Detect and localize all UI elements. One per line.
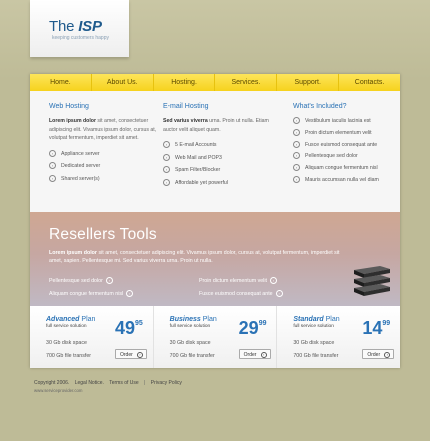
web-hosting-item-label: Dedicated server: [61, 162, 101, 169]
footer-terms-link[interactable]: Terms of Use: [109, 380, 139, 386]
nav-item-contacts[interactable]: Contacts.: [354, 79, 385, 86]
web-hosting-item[interactable]: [49, 175, 159, 182]
logo-title: [49, 18, 102, 35]
resellers-link[interactable]: [199, 277, 277, 284]
resellers-link-label: Aliquam congue fermentum nisl: [49, 290, 124, 297]
included-item-label: Proin dictum elementum velit: [305, 129, 372, 136]
nav-item-services[interactable]: Services.: [215, 74, 277, 91]
server-unit: [354, 266, 390, 278]
order-button[interactable]: [362, 349, 394, 359]
plan-file-transfer: 700 Gb file transfer: [293, 353, 339, 359]
included-item-label: Aliquam congue fermentum nisl: [305, 165, 378, 172]
email-hosting-item-label: Web Mail and POP3: [175, 154, 222, 161]
web-hosting-item[interactable]: [49, 162, 159, 169]
arrow-circle-icon: ›: [276, 290, 283, 297]
web-hosting-item-label: Appliance server: [61, 150, 100, 157]
plan-name: [170, 316, 217, 323]
footer-separator: |: [144, 380, 146, 386]
included-item[interactable]: [293, 152, 398, 159]
order-button-label: Order: [243, 352, 257, 358]
whats-included-title[interactable]: What's Included?: [293, 103, 347, 110]
email-hosting-item[interactable]: [163, 141, 273, 148]
web-hosting-body: sit amet, consectetuer adipiscing elit. Vivamus ipsum dolor, cursus at, volutpat fermentum, imperdiet sit amet.: [49, 118, 157, 141]
plan-card-advanced: [30, 306, 154, 368]
plan-subtitle: full service solution: [46, 324, 87, 329]
nav-item-support[interactable]: Support.: [277, 74, 339, 91]
arrow-circle-icon: ›: [261, 352, 267, 358]
footer-links: [34, 380, 186, 386]
web-hosting-lead: Lorem ipsum dolor: [49, 118, 96, 124]
nav-item-home[interactable]: Home.: [30, 74, 92, 91]
plan-disk-space: 30 Gb disk space: [293, 340, 335, 346]
email-hosting-title[interactable]: E-mail Hosting: [163, 103, 209, 110]
included-item[interactable]: [293, 141, 398, 148]
server-rack-icon: [350, 264, 392, 300]
email-hosting-column: [163, 103, 273, 191]
arrow-circle-icon: ›: [270, 277, 277, 284]
web-hosting-title[interactable]: Web Hosting: [49, 103, 89, 110]
resellers-text: [49, 249, 349, 266]
included-item[interactable]: [293, 164, 398, 171]
arrow-circle-icon: ›: [49, 150, 56, 157]
arrow-circle-icon: ›: [293, 164, 300, 171]
logo-tagline: keeping customers happy: [52, 35, 109, 41]
arrow-circle-icon: ›: [293, 117, 300, 124]
nav-item-hosting[interactable]: Hosting.: [154, 74, 216, 91]
arrow-circle-icon: ›: [384, 352, 390, 358]
resellers-link[interactable]: [199, 290, 283, 297]
email-hosting-text: [163, 117, 273, 134]
plan-subtitle: full service solution: [169, 324, 211, 329]
plan-price: [362, 313, 390, 339]
plan-name: [293, 316, 339, 323]
nav-item-about-us[interactable]: About Us.: [92, 74, 154, 91]
plan-disk-space: 30 Gb disk space: [46, 340, 87, 346]
included-item-label: Pellentesque sed dolor: [305, 153, 358, 160]
email-hosting-item-label: 5 E-mail Accounts: [175, 141, 217, 148]
plan-price-cents: 99: [258, 320, 267, 327]
plan-file-transfer: 700 Gb file transfer: [46, 353, 92, 359]
arrow-circle-icon: ›: [163, 141, 170, 148]
plan-name-rest: Plan: [323, 316, 340, 323]
footer-url: www.serviceprovider.com: [34, 388, 83, 393]
plan-subtitle: full service solution: [293, 324, 334, 329]
logo-title-plain: The: [49, 18, 79, 35]
main-frame: [30, 74, 400, 368]
included-item[interactable]: [293, 129, 398, 136]
email-hosting-item[interactable]: [163, 154, 273, 161]
plan-price-main: 29: [238, 318, 259, 338]
pricing-section: [30, 306, 400, 368]
footer-copyright: Copyright 2006.: [34, 380, 70, 386]
resellers-link-label: Proin dictum elementum velit: [199, 277, 268, 284]
plan-name-rest: Plan: [200, 316, 217, 323]
email-hosting-lead: Sed varius viverra: [163, 118, 208, 124]
footer-legal-link[interactable]: Legal Notice.: [74, 380, 104, 386]
web-hosting-column: [49, 103, 159, 187]
plan-card-business: [154, 306, 278, 368]
footer-privacy-link[interactable]: Privacy Policy: [150, 380, 182, 386]
arrow-circle-icon: ›: [293, 176, 300, 183]
arrow-circle-icon: ›: [106, 277, 113, 284]
order-button[interactable]: [115, 349, 147, 359]
plan-price: [115, 313, 143, 339]
arrow-circle-icon: ›: [293, 141, 300, 148]
plan-price-cents: 95: [135, 320, 143, 327]
email-hosting-item[interactable]: [163, 166, 273, 173]
plan-name-rest: Plan: [79, 316, 96, 323]
included-item[interactable]: [293, 176, 398, 183]
order-button-label: Order: [120, 352, 133, 358]
whats-included-column: [293, 103, 398, 188]
email-hosting-item[interactable]: [163, 179, 273, 186]
plan-disk-space: 30 Gb disk space: [169, 340, 211, 346]
resellers-link-label: Fusce euismod consequat ante: [199, 290, 273, 297]
content-section: [30, 91, 400, 212]
plan-price-cents: 99: [382, 320, 391, 327]
included-item-label: Fusce euismod consequat ante: [305, 141, 378, 148]
plan-card-standard: [277, 306, 400, 368]
arrow-circle-icon: ›: [126, 290, 133, 297]
resellers-body: sit amet, consectetuer adipiscing elit. Vivamus ipsum dolor, cursus at, volutpat fermentum, imperdiet sit amet, sapien. Pellentesque mi. Sed varius viverra urna. Proin ut nulla.: [49, 250, 340, 265]
arrow-circle-icon: ›: [293, 152, 300, 159]
plan-price-main: 49: [115, 318, 136, 338]
resellers-link[interactable]: [49, 290, 133, 297]
plan-name-bold: Standard: [293, 316, 324, 323]
arrow-circle-icon: ›: [293, 129, 300, 136]
footer: [34, 380, 186, 393]
order-button[interactable]: [239, 349, 271, 359]
web-hosting-item-label: Shared server(s): [61, 175, 100, 182]
email-hosting-item-label: Affordable yet powerful: [175, 179, 228, 186]
resellers-link-label: Pellentesque sed dolor: [49, 277, 103, 284]
plan-price: [239, 313, 267, 339]
web-hosting-text: [49, 117, 159, 143]
arrow-circle-icon: ›: [137, 352, 143, 358]
logo[interactable]: [30, 0, 129, 57]
main-nav: [30, 74, 400, 91]
order-button-label: Order: [367, 352, 381, 358]
logo-title-bold: ISP: [78, 18, 102, 35]
resellers-link[interactable]: [49, 277, 113, 284]
included-item-label: Mauris accumsan nulla vel diam: [305, 176, 379, 183]
resellers-banner: [30, 212, 400, 306]
plan-file-transfer: 700 Gb file transfer: [169, 353, 215, 359]
email-hosting-item-label: Spam Filter/Blocker: [175, 166, 221, 173]
email-hosting-body: urna. Proin ut nulla. Etiam auctor velit aliquet quam.: [163, 118, 269, 133]
arrow-circle-icon: ›: [49, 162, 56, 169]
included-item-label: Vestibulum iaculis lacinia est: [305, 117, 371, 124]
plan-price-main: 14: [362, 318, 383, 338]
resellers-lead: Lorem ipsum dolor: [49, 250, 97, 256]
plan-name-bold: Advanced: [46, 316, 80, 323]
server-unit: [354, 284, 390, 296]
web-hosting-item[interactable]: [49, 150, 159, 157]
server-unit: [354, 275, 390, 287]
plan-name: [46, 316, 95, 323]
arrow-circle-icon: ›: [163, 154, 170, 161]
included-item[interactable]: [293, 117, 398, 124]
arrow-circle-icon: ›: [49, 175, 56, 182]
resellers-title: Resellers Tools: [49, 226, 157, 243]
arrow-circle-icon: ›: [163, 179, 170, 186]
plan-name-bold: Business: [169, 316, 201, 323]
arrow-circle-icon: ›: [163, 166, 170, 173]
